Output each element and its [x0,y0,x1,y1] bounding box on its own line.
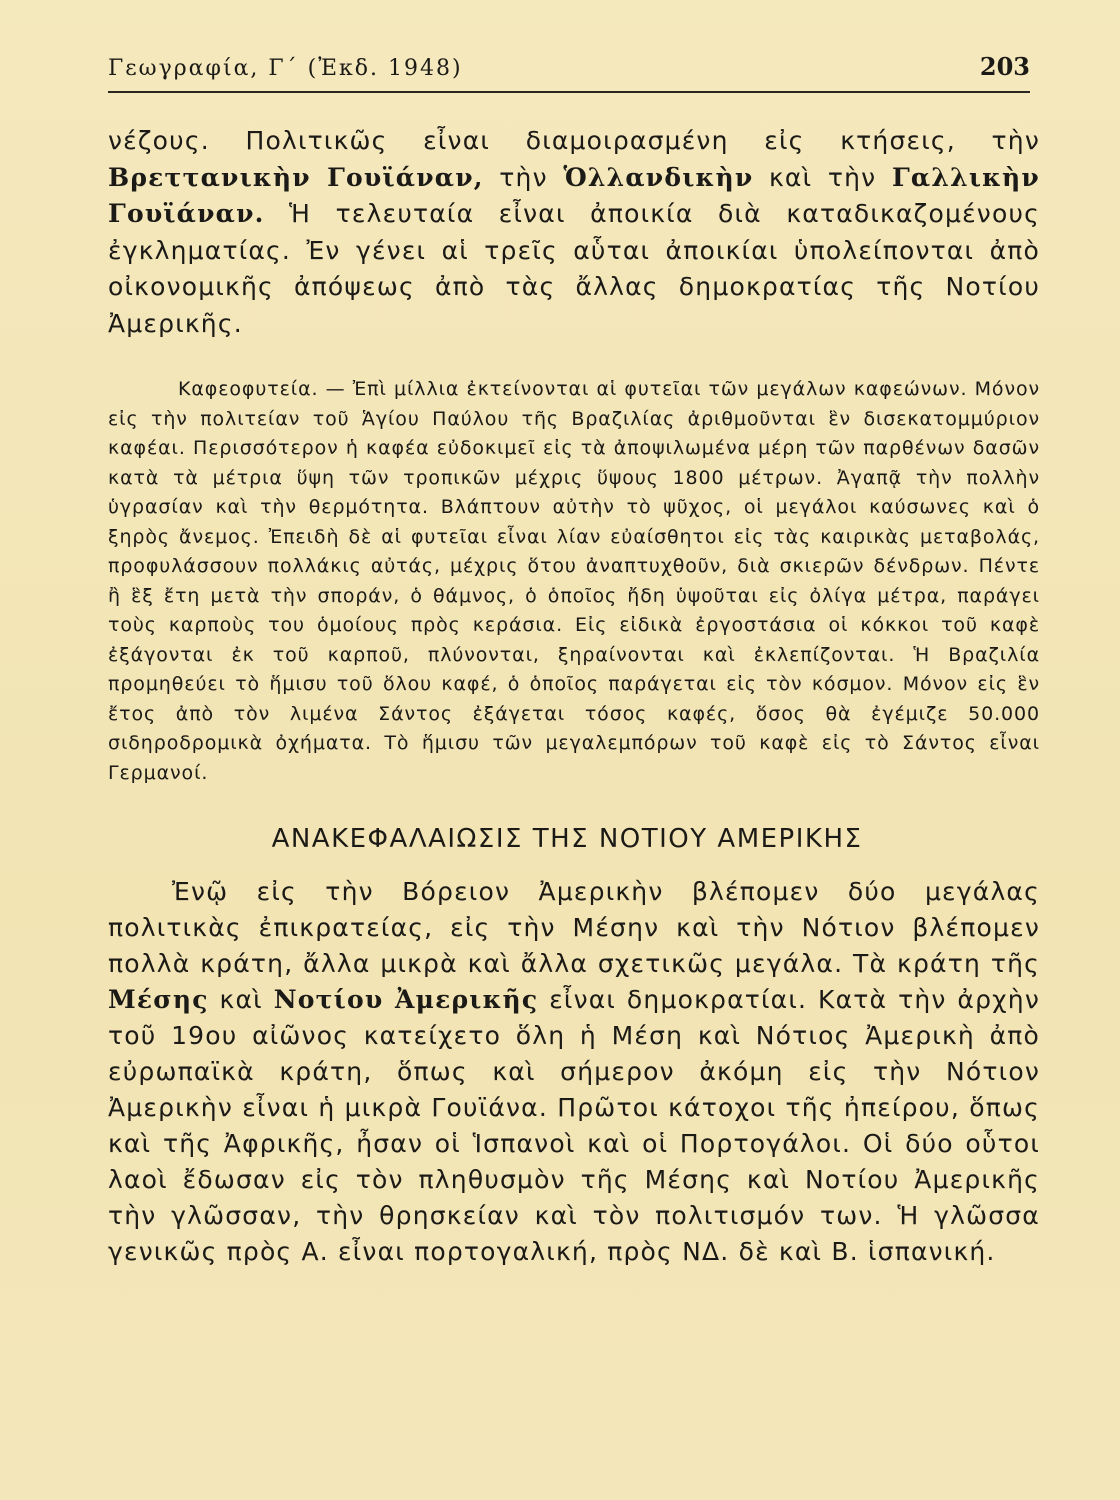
text-run: νέζους. Πολιτικῶς εἶναι διαμοιρασμένη εἰς κτήσεις, τὴν [108,126,1040,155]
running-title: Γεωγραφία, Γ΄ (Ἐκδ. 1948) [108,56,463,81]
em-dash: — [318,378,353,400]
bold-term-dutch: Ὁλλανδικὴν [563,162,754,192]
coffee-text: Ἐπὶ μίλλια ἐκτείνονται αἱ φυτεῖαι τῶν μεγάλων καφεώνων. Μόνον εἰς τὴν πολιτείαν τοῦ Ἁγίου Παύλου τῆς Βραζιλίας ἀριθμοῦνται ἓν δισεκατομμύριον καφέαι. Περισσότερον ἡ καφέα εὐδοκιμεῖ εἰς τὰ ἀποψιλωμένα μέρη τῶν παρθένων δασῶν κατὰ τὰ μέτρια ὕψη τῶν τροπικῶν μέχρις ὕψους 1800 μέτρων. Ἀγαπᾷ τὴν πολλὴν ὑγρασίαν καὶ τὴν θερμότητα. Βλάπτουν αὐτὴν τὸ ψῦχος, οἱ μεγάλοι καύσωνες καὶ ὁ ξηρὸς ἄνεμος. Ἐπειδὴ δὲ αἱ φυτεῖαι εἶναι λίαν εὐαίσθητοι εἰς τὰς καιρικὰς μεταβολάς, προφυλάσσουν πολλάκις αὐτάς, μέχρις ὅτου ἀναπτυχθοῦν, διὰ σκιερῶν δένδρων. Πέντε ἢ ἓξ ἔτη μετὰ τὴν σποράν, ὁ θάμνος, ὁ ὁποῖος ἤδη ὑψοῦται εἰς ὀλίγα μέτρα, παράγει τοὺς καρποὺς του ὁμοίους πρὸς κεράσια. Εἰς εἰδικὰ ἐργοστάσια οἱ κόκκοι τοῦ καφὲ ἐξάγονται ἐκ τοῦ καρποῦ, πλύνονται, ξηραίνονται καὶ ἐκλεπίζονται. Ἡ Βραζιλία προμηθεύει τὸ ἥμισυ τοῦ ὅλου καφέ, ὁ ὁποῖος παράγεται εἰς τὸν κόσμον. Μόνον εἰς ἓν ἔτος ἀπὸ τὸν λιμένα Σάντος ἐξάγεται τόσος καφές, ὅσος θὰ ἐγέμιζε 50.000 σιδηροδρομικὰ ὀχήματα. Τὸ ἥμισυ τῶν μεγαλεμπόρων τοῦ καφὲ εἰς τὸ Σάντος εἶναι Γερμανοί. [108,378,1040,784]
bold-term-middle: Μέσης [108,985,209,1014]
guiana-paragraph [108,123,1040,342]
text-run: Ἐνῷ εἰς τὴν Βόρειον Ἀμερικὴν βλέπομεν δύο μεγάλας πολιτικὰς ἐπικρατείας, εἰς τὴν Μέσην καὶ τὴν Νότιον βλέπομεν πολλὰ κράτη, ἄλλα μικρὰ καὶ ἄλλα σχετικῶς μεγάλα. Τὰ κράτη τῆς [108,877,1040,978]
bold-term-south-america: Νοτίου Ἀμερικῆς [273,985,539,1014]
text-run: καὶ [208,985,274,1014]
text-run: τὴν [483,162,564,192]
bold-term-french-guiana: Γαλλικὴν Γουϊάναν. [108,162,1040,228]
text-run: καὶ τὴν [753,162,892,192]
page-header [108,52,1030,93]
section-heading: ΑΝΑΚΕΦΑΛΑΙΩΣΙΣ ΤΗΣ ΝΟΤΙΟΥ ΑΜΕΡΙΚΗΣ [271,824,863,854]
summary-paragraph [108,874,1040,1270]
text-run: Ἡ τελευταία εἶναι ἀποικία διὰ καταδικαζομένους ἐγκληματίας. Ἐν γένει αἱ τρεῖς αὗται ἀποικίαι ὑπολείπονται ἀπὸ οἰκονομικῆς ἀπόψεως ἀπὸ τὰς ἄλλας δημοκρατίας τῆς Νοτίου Ἀμερικῆς. [108,199,1040,338]
coffee-term: Καφεοφυτεία. [178,378,319,400]
text-run: εἶναι δημοκρατίαι. Κατὰ τὴν ἀρχὴν τοῦ 19ου αἰῶνος κατείχετο ὅλη ἡ Μέση καὶ Νότιος Ἀμερικὴ ἀπὸ εὐρωπαϊκὰ κράτη, ὅπως καὶ σήμερον ἀκόμη εἰς τὴν Νότιον Ἀμερικὴν εἶναι ἡ μικρὰ Γουϊάνα. Πρῶτοι κάτοχοι τῆς ἠπείρου, ὅπως καὶ τῆς Ἀφρικῆς, ἦσαν οἱ Ἱσπανοὶ καὶ οἱ Πορτογάλοι. Οἱ δύο οὗτοι λαοὶ ἔδωσαν εἰς τὸν πληθυσμὸν τῆς Μέσης καὶ Νοτίου Ἀμερικῆς τὴν γλῶσσαν, τὴν θρησκείαν καὶ τὸν πολιτισμόν των. Ἡ γλῶσσα γενικῶς πρὸς Α. εἶναι πορτογαλική, πρὸς ΝΔ. δὲ καὶ Β. ἱσπανική. [108,985,1040,1266]
page-number: 203 [979,52,1030,81]
coffee-paragraph [108,375,1040,788]
bold-term-british-guiana: Βρεττανικὴν Γουϊάναν, [108,162,484,192]
